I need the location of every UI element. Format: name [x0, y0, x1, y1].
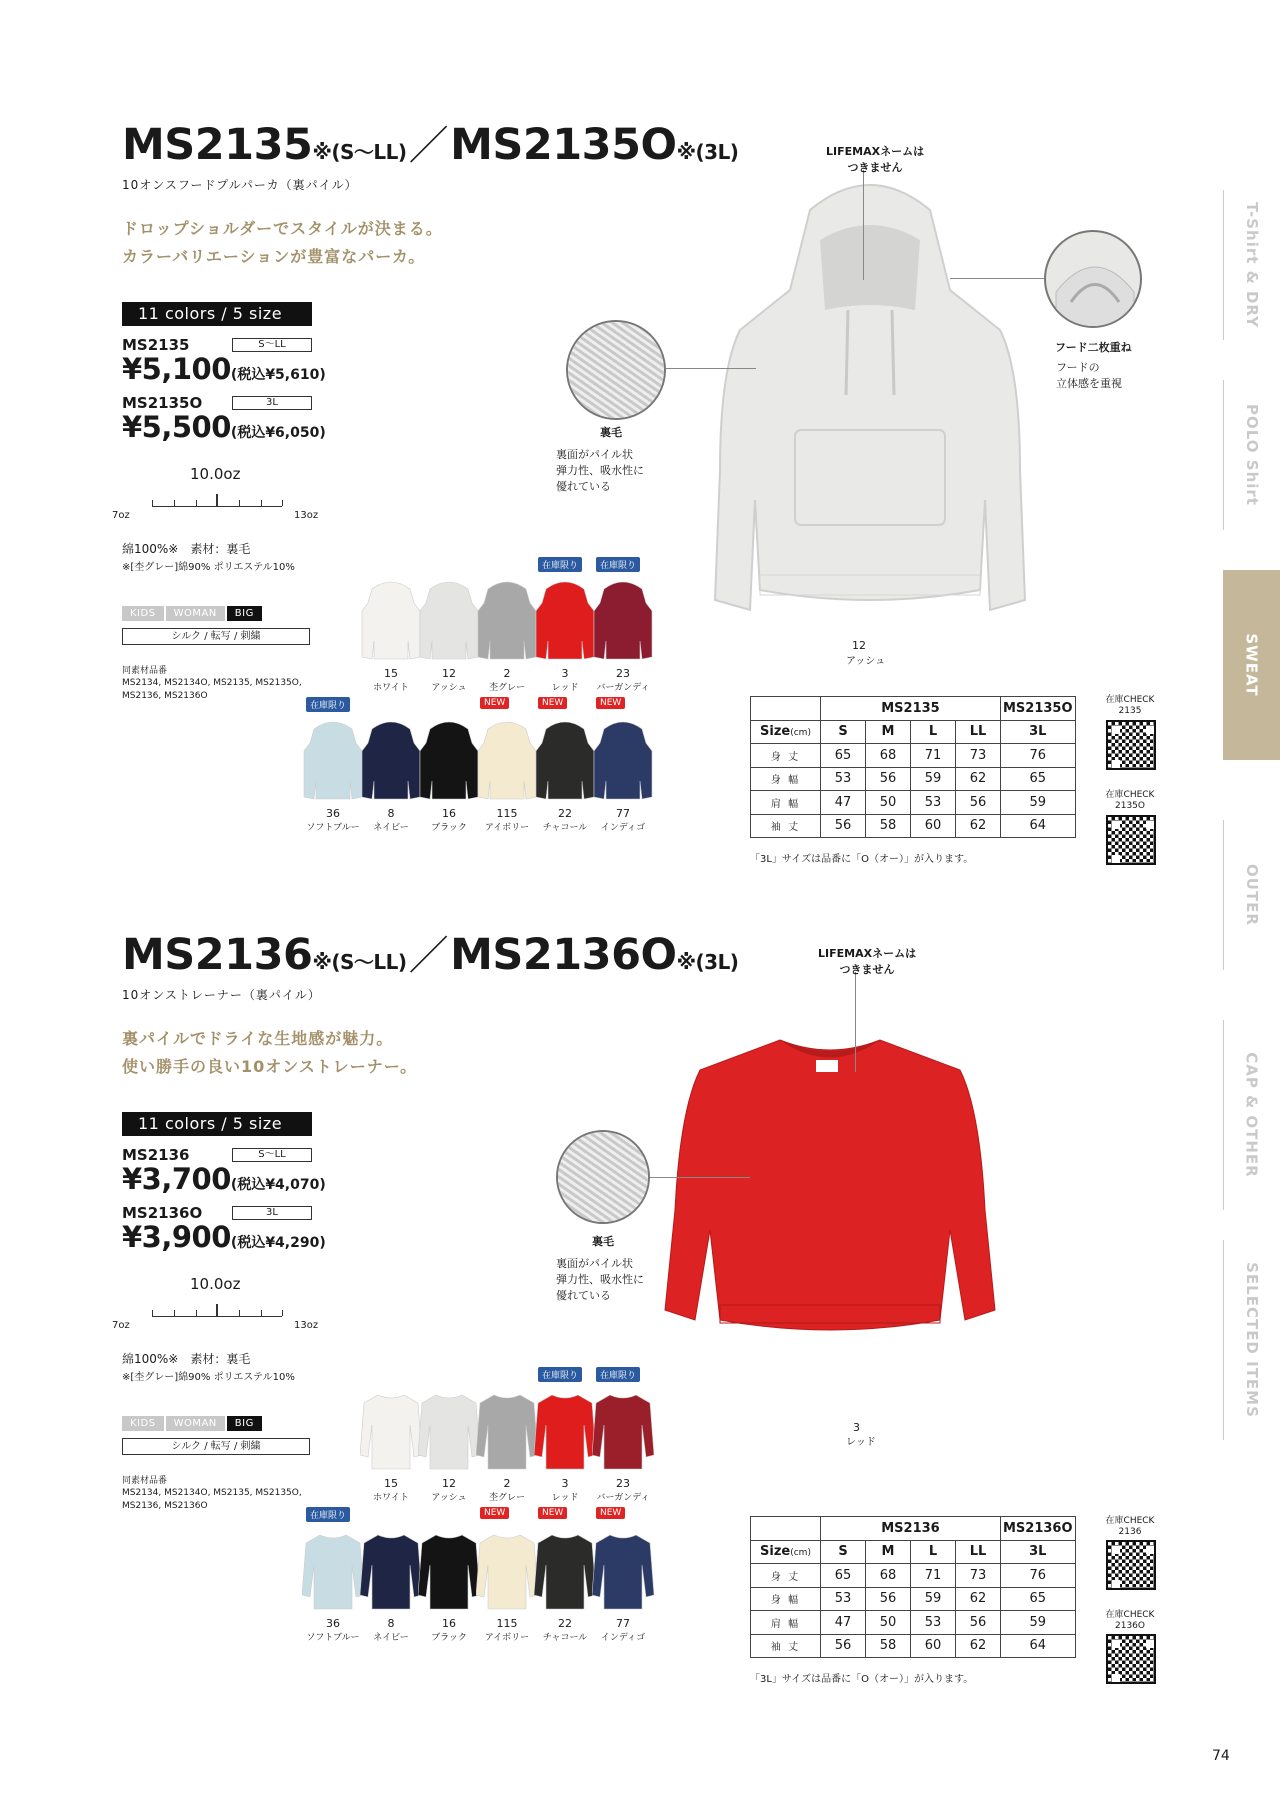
hoodie-icon: [534, 698, 596, 803]
sweatshirt-main-image: [660, 1030, 1000, 1370]
table-head-big: MS2136O: [1001, 1517, 1076, 1541]
page-number: 74: [1212, 1748, 1230, 1764]
tag-kids: KIDS: [122, 1416, 164, 1431]
new-badge: NEW: [596, 1507, 625, 1519]
size-range-box-big: 3L: [232, 396, 312, 410]
sweatshirt-icon: [418, 1525, 480, 1613]
qr-code-icon[interactable]: [1106, 815, 1156, 865]
swatch-number: 115: [496, 1617, 518, 1630]
swatch-number: 2: [503, 667, 511, 680]
sweatshirt-icon: [360, 1525, 422, 1613]
price: ¥5,100(税込¥5,610): [122, 352, 326, 386]
size-table-note: 「3L」サイズは品番に「O（オー）」が入ります。: [750, 1674, 974, 1685]
color-swatch: [358, 715, 424, 833]
callout-line: [666, 368, 756, 369]
swatch-color-name: バーガンディ: [596, 1493, 650, 1503]
new-badge: NEW: [538, 1507, 567, 1519]
knit-closeup-image: [556, 1130, 650, 1224]
swatch-color-name: ソフトブルー: [306, 823, 360, 833]
limited-stock-badge: 在庫限り: [538, 557, 582, 572]
swatch-number: 15: [384, 1477, 398, 1490]
swatch-number: 8: [387, 807, 395, 820]
color-swatches: [300, 1365, 700, 1695]
product-title: MS2135※(S〜LL)／MS2135O※(3L): [122, 120, 739, 170]
measure-value: 53: [821, 767, 866, 791]
color-swatch: [532, 1508, 598, 1643]
size-table: [750, 696, 1076, 838]
swatch-color-name: アイボリー: [484, 1633, 530, 1643]
measure-value: 73: [956, 1564, 1001, 1588]
product-code-big: MS2136O: [122, 1204, 203, 1222]
measure-value: 60: [911, 1634, 956, 1658]
catch-copy: ドロップショルダーでスタイルが決まる。 カラーバリエーションが豊富なパーカ。: [122, 219, 443, 266]
measure-value: 56: [821, 814, 866, 838]
swatch-number: 23: [616, 667, 630, 680]
tag-woman: WOMAN: [166, 606, 225, 621]
knit-closeup-image: [566, 320, 666, 420]
size-range-box: S〜LL: [232, 338, 312, 352]
limited-stock-badge: 在庫限り: [596, 1367, 640, 1382]
measure-value: 68: [866, 744, 911, 768]
swatch-color-name: アイボリー: [484, 823, 530, 833]
hood-label: フード二枚重ね: [1055, 341, 1132, 354]
swatch-color-name: チャコール: [542, 823, 588, 833]
sidebar-tab-label: SELECTED ITEMS: [1242, 1262, 1261, 1418]
qr-code-icon[interactable]: [1106, 1634, 1156, 1684]
swatch-number: 36: [326, 1617, 340, 1630]
product-code: MS2136: [122, 1146, 190, 1164]
sweatshirt-icon: [418, 1385, 480, 1473]
fiber-content: 綿100%※ 素材：裏毛: [122, 1352, 251, 1366]
table-head-main: MS2135: [821, 697, 1001, 721]
price: ¥3,700(税込¥4,070): [122, 1162, 326, 1196]
stock-check-label: 在庫CHECK 2135: [1105, 695, 1155, 716]
color-swatch: [358, 1385, 424, 1503]
table-corner: [751, 697, 821, 721]
measure-value: 76: [1001, 1564, 1076, 1588]
color-swatches: [300, 555, 700, 885]
size-header: M: [866, 720, 911, 744]
hoodie-icon: [592, 698, 654, 803]
new-badge: NEW: [480, 1507, 509, 1519]
color-swatch: [358, 1525, 424, 1643]
swatch-number: 12: [442, 1477, 456, 1490]
swatch-color-name: レッド: [551, 683, 579, 693]
fabric-weight: 10.0oz: [190, 1275, 241, 1293]
swatch-color-name: 杢グレー: [488, 1493, 525, 1503]
measure-value: 56: [866, 767, 911, 791]
new-badge: NEW: [538, 697, 567, 709]
product-subtitle: 10オンスフードプルパーカ（裏パイル）: [122, 178, 358, 192]
measure-value: 56: [956, 1611, 1001, 1635]
measure-value: 58: [866, 814, 911, 838]
color-swatch: [474, 1385, 540, 1503]
hoodie-icon: [592, 561, 654, 663]
size-table-note: 「3L」サイズは品番に「O（オー）」が入ります。: [750, 854, 974, 865]
sweatshirt-icon: [534, 1508, 596, 1613]
measure-value: 71: [911, 744, 956, 768]
sweatshirt-icon: [476, 1385, 538, 1473]
swatch-number: 16: [442, 807, 456, 820]
color-swatch: [590, 1371, 656, 1503]
measure-value: 50: [866, 1611, 911, 1635]
table-corner: [751, 1517, 821, 1541]
measure-value: 47: [821, 791, 866, 815]
swatch-number: 3: [561, 667, 569, 680]
swatch-number: 2: [503, 1477, 511, 1490]
size-header: S: [821, 1540, 866, 1564]
color-swatch: [416, 1525, 482, 1643]
measure-value: 73: [956, 744, 1001, 768]
no-name-label: LIFEMAXネームは つきません: [818, 947, 917, 976]
measure-value: 62: [956, 814, 1001, 838]
size-range-box: S〜LL: [232, 1148, 312, 1162]
swatch-color-name: ホワイト: [373, 683, 409, 693]
color-swatch: [416, 1385, 482, 1503]
measure-value: 60: [911, 814, 956, 838]
size-header: L: [911, 1540, 956, 1564]
stock-check-label: 在庫CHECK 2136: [1105, 1516, 1155, 1537]
print-methods: シルク / 転写 / 刺繍: [122, 628, 310, 645]
scale-max-label: 13oz: [294, 510, 319, 521]
hoodie-icon: [534, 561, 596, 663]
product-ms2135: [0, 110, 1210, 920]
limited-stock-badge: 在庫限り: [306, 1507, 350, 1522]
measure-name: 身 丈: [751, 1564, 821, 1588]
product-code-big: MS2135O: [122, 394, 203, 412]
color-swatch: [474, 575, 540, 693]
swatch-color-name: レッド: [551, 1493, 579, 1503]
size-label: Size(cm): [751, 720, 821, 744]
size-range-box-big: 3L: [232, 1206, 312, 1220]
scale-min-label: 7oz: [112, 1320, 130, 1331]
swatch-color-name: バーガンディ: [596, 683, 650, 693]
swatch-color-name: アッシュ: [431, 683, 467, 693]
measure-name: 肩 幅: [751, 791, 821, 815]
new-badge: NEW: [596, 697, 625, 709]
swatch-color-name: ソフトブルー: [306, 1633, 360, 1643]
hoodie-icon: [418, 715, 480, 803]
no-name-label: LIFEMAXネームは つきません: [826, 145, 925, 174]
measure-value: 56: [956, 791, 1001, 815]
qr-code-icon[interactable]: [1106, 720, 1156, 770]
stock-check-label: 在庫CHECK 2135O: [1105, 790, 1155, 811]
size-header: L: [911, 720, 956, 744]
swatch-color-name: インディゴ: [600, 1633, 646, 1643]
price-big: ¥3,900(税込¥4,290): [122, 1220, 326, 1254]
measure-value: 56: [821, 1634, 866, 1658]
swatch-color-name: 杢グレー: [488, 683, 525, 693]
swatch-number: 8: [387, 1617, 395, 1630]
sidebar-tab-label: T-Shirt & DRY: [1242, 201, 1261, 329]
same-material-title: 同素材品番: [122, 666, 168, 676]
measure-name: 身 幅: [751, 767, 821, 791]
measure-name: 身 幅: [751, 1587, 821, 1611]
hoodie-icon: [476, 575, 538, 663]
limited-stock-badge: 在庫限り: [596, 557, 640, 572]
tag-big: BIG: [227, 1416, 262, 1431]
hoodie-icon: [302, 701, 364, 803]
fiber-content: 綿100%※ 素材：裏毛: [122, 542, 251, 556]
measure-value: 59: [911, 1587, 956, 1611]
color-swatch: [590, 1508, 656, 1643]
sweatshirt-icon: [302, 1511, 364, 1613]
price-big: ¥5,500(税込¥6,050): [122, 410, 326, 444]
hoodie-icon: [360, 715, 422, 803]
measure-name: 身 丈: [751, 744, 821, 768]
measure-value: 71: [911, 1564, 956, 1588]
swatch-number: 15: [384, 667, 398, 680]
size-header: LL: [956, 1540, 1001, 1564]
weight-scale: [122, 494, 312, 514]
color-swatch: [300, 701, 366, 833]
callout-line: [950, 278, 1044, 279]
swatch-number: 77: [616, 1617, 630, 1630]
measure-value: 62: [956, 767, 1001, 791]
hood-closeup-image: [1044, 230, 1142, 328]
sidebar-tab-cap-other[interactable]: [1223, 1020, 1280, 1210]
scale-max-label: 13oz: [294, 1320, 319, 1331]
measure-value: 59: [911, 767, 956, 791]
callout-line: [855, 972, 856, 1072]
main-color-number: 3: [853, 1421, 860, 1434]
sidebar-tab-label: POLO Shirt: [1242, 404, 1261, 506]
swatch-number: 3: [561, 1477, 569, 1490]
color-swatch: [590, 561, 656, 693]
color-swatch: [532, 561, 598, 693]
swatch-number: 16: [442, 1617, 456, 1630]
color-swatch: [474, 698, 540, 833]
color-swatch: [532, 1371, 598, 1503]
qr-code-icon[interactable]: [1106, 1540, 1156, 1590]
limited-stock-badge: 在庫限り: [306, 697, 350, 712]
measure-value: 62: [956, 1634, 1001, 1658]
color-swatch: [300, 1511, 366, 1643]
swatch-color-name: ネイビー: [373, 823, 409, 833]
measure-value: 65: [1001, 1587, 1076, 1611]
measure-value: 56: [866, 1587, 911, 1611]
sweatshirt-icon: [534, 1371, 596, 1473]
sidebar-tab-label: SWEAT: [1242, 633, 1261, 697]
colors-size-label: 11 colors / 5 size: [122, 1112, 312, 1136]
measure-name: 肩 幅: [751, 1611, 821, 1635]
measure-value: 62: [956, 1587, 1001, 1611]
measure-value: 50: [866, 791, 911, 815]
color-swatch: [474, 1508, 540, 1643]
knit-label: 裏毛: [600, 426, 622, 439]
print-methods: シルク / 転写 / 刺繍: [122, 1438, 310, 1455]
scale-min-label: 7oz: [112, 510, 130, 521]
swatch-number: 12: [442, 667, 456, 680]
measure-value: 65: [821, 1564, 866, 1588]
swatch-color-name: ホワイト: [373, 1493, 409, 1503]
measure-value: 65: [821, 744, 866, 768]
measure-value: 68: [866, 1564, 911, 1588]
swatch-color-name: ネイビー: [373, 1633, 409, 1643]
measure-value: 64: [1001, 1634, 1076, 1658]
color-swatch: [416, 575, 482, 693]
swatch-number: 22: [558, 807, 572, 820]
size-header: 3L: [1001, 1540, 1076, 1564]
measure-value: 58: [866, 1634, 911, 1658]
callout-line: [863, 170, 864, 280]
color-swatch: [416, 715, 482, 833]
swatch-color-name: アッシュ: [431, 1493, 467, 1503]
sweatshirt-icon: [360, 1385, 422, 1473]
sidebar-tab-t-shirt-dry[interactable]: [1223, 190, 1280, 340]
tag-kids: KIDS: [122, 606, 164, 621]
size-label: Size(cm): [751, 1540, 821, 1564]
color-swatch: [358, 575, 424, 693]
sweatshirt-icon: [592, 1371, 654, 1473]
measure-value: 59: [1001, 1611, 1076, 1635]
hood-description: フードの 立体感を重視: [1056, 361, 1122, 390]
sidebar-tab-label: OUTER: [1242, 864, 1261, 926]
hoodie-main-image: [700, 170, 1040, 660]
table-head-main: MS2136: [821, 1517, 1001, 1541]
sidebar-tab-selected-items[interactable]: [1223, 1240, 1280, 1440]
limited-stock-badge: 在庫限り: [538, 1367, 582, 1382]
tag-big: BIG: [227, 606, 262, 621]
size-table: [750, 1516, 1076, 1658]
knit-description: 裏面がパイル状 弾力性、吸水性に 優れている: [556, 448, 644, 493]
new-badge: NEW: [480, 697, 509, 709]
stock-check-label: 在庫CHECK 2136O: [1105, 1610, 1155, 1631]
sidebar-tab-label: CAP & OTHER: [1242, 1052, 1261, 1178]
measure-name: 袖 丈: [751, 1634, 821, 1658]
measure-value: 53: [821, 1587, 866, 1611]
swatch-number: 23: [616, 1477, 630, 1490]
swatch-color-name: チャコール: [542, 1633, 588, 1643]
hoodie-icon: [360, 575, 422, 663]
same-material-list: MS2134, MS2134O, MS2135, MS2135O, MS2136, MS2136O: [122, 1488, 302, 1511]
swatch-color-name: インディゴ: [600, 823, 646, 833]
size-header: 3L: [1001, 720, 1076, 744]
fit-tags: [122, 1416, 262, 1431]
swatch-number: 36: [326, 807, 340, 820]
main-color-name: レッド: [846, 1437, 876, 1448]
same-material-title: 同素材品番: [122, 1476, 168, 1486]
measure-value: 53: [911, 791, 956, 815]
sweatshirt-icon: [476, 1508, 538, 1613]
color-swatch: [532, 698, 598, 833]
sidebar-tab-sweat[interactable]: [1223, 570, 1280, 760]
hoodie-icon: [418, 575, 480, 663]
size-header: M: [866, 1540, 911, 1564]
product-subtitle: 10オンストレーナー（裏パイル）: [122, 988, 321, 1002]
fiber-note: ※[杢グレー]綿90% ポリエステル10%: [122, 562, 295, 573]
product-code: MS2135: [122, 336, 190, 354]
measure-name: 袖 丈: [751, 814, 821, 838]
main-color-name: アッシュ: [846, 656, 886, 667]
colors-size-label: 11 colors / 5 size: [122, 302, 312, 326]
callout-line: [650, 1177, 750, 1178]
swatch-number: 22: [558, 1617, 572, 1630]
table-head-big: MS2135O: [1001, 697, 1076, 721]
fabric-weight: 10.0oz: [190, 465, 241, 483]
knit-label: 裏毛: [592, 1235, 614, 1248]
sidebar-tab-polo-shirt[interactable]: [1223, 380, 1280, 530]
measure-value: 64: [1001, 814, 1076, 838]
swatch-number: 115: [496, 807, 518, 820]
measure-value: 76: [1001, 744, 1076, 768]
swatch-color-name: ブラック: [431, 1633, 467, 1643]
size-header: LL: [956, 720, 1001, 744]
weight-scale: [122, 1304, 312, 1324]
measure-value: 53: [911, 1611, 956, 1635]
fit-tags: [122, 606, 262, 621]
main-color-number: 12: [852, 639, 866, 652]
swatch-number: 77: [616, 807, 630, 820]
color-swatch: [590, 698, 656, 833]
knit-description: 裏面がパイル状 弾力性、吸水性に 優れている: [556, 1257, 644, 1302]
same-material-list: MS2134, MS2134O, MS2135, MS2135O, MS2136, MS2136O: [122, 678, 302, 701]
sidebar-tab-outer[interactable]: [1223, 820, 1280, 970]
measure-value: 65: [1001, 767, 1076, 791]
hoodie-icon: [476, 698, 538, 803]
measure-value: 59: [1001, 791, 1076, 815]
product-ms2136: [0, 920, 1210, 1730]
product-title: MS2136※(S〜LL)／MS2136O※(3L): [122, 930, 739, 980]
size-header: S: [821, 720, 866, 744]
sweatshirt-icon: [592, 1508, 654, 1613]
tag-woman: WOMAN: [166, 1416, 225, 1431]
swatch-color-name: ブラック: [431, 823, 467, 833]
fiber-note: ※[杢グレー]綿90% ポリエステル10%: [122, 1372, 295, 1383]
catch-copy: 裏パイルでドライな生地感が魅力。 使い勝手の良い10オンストレーナー。: [122, 1029, 418, 1076]
measure-value: 47: [821, 1611, 866, 1635]
